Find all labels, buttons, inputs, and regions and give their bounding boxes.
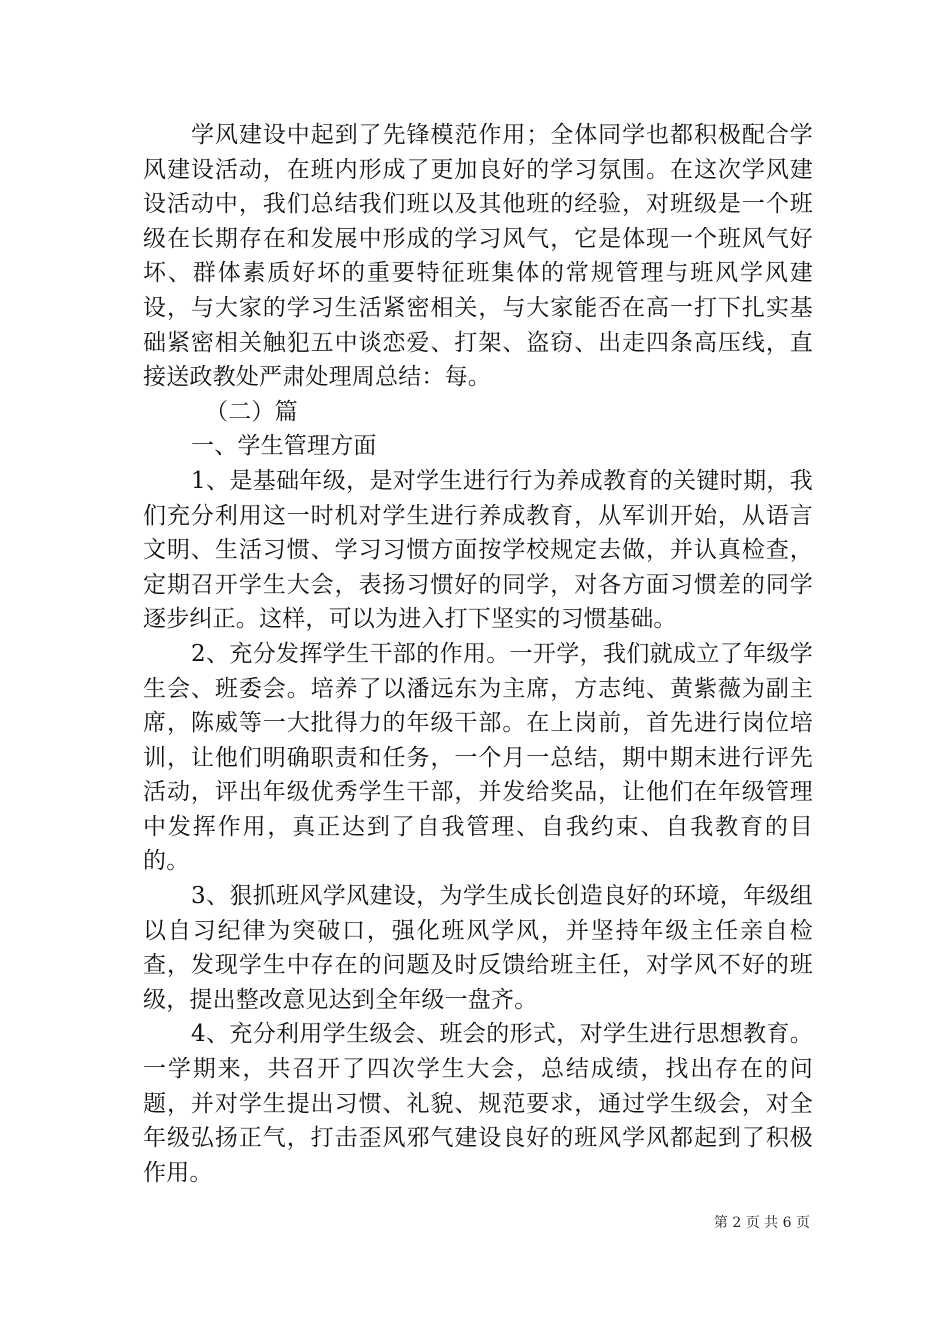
paragraph-item-1: 1、是基础年级，是对学生进行行为养成教育的关键时期，我们充分利用这一时机对学生进行养成教育，从军训开始，从语言文明、生活习惯、学习习惯方面按学校规定去做，并认真检查，定期召开学生大会，表扬习惯好的同学，对各方面习惯差的同学逐步纠正。这样，可以为进入打下坚实的习惯基础。 xyxy=(143,467,813,633)
document-body xyxy=(143,118,813,1190)
paragraph-continuation: 学风建设中起到了先锋模范作用；全体同学也都积极配合学风建设活动，在班内形成了更加良好的学习氛围。在这次学风建设活动中，我们总结我们班以及其他班的经验，对班级是一个班级在长期存在和发展中形成的学习风气，它是体现一个班风气好坏、群体素质好坏的重要特征班集体的常规管理与班风学风建设，与大家的学习生活紧密相关，与大家能否在高一打下扎实基础紧密相关触犯五中谈恋爱、打架、盗窃、出走四条高压线，直接送政教处严肃处理周总结：每。 xyxy=(143,122,813,391)
paragraph-item-2: 2、充分发挥学生干部的作用。一开学，我们就成立了年级学生会、班委会。培养了以潘远东为主席，方志纯、黄紫薇为副主席，陈威等一大批得力的年级干部。在上岗前，首先进行岗位培训，让他们明确职责和任务，一个月一总结，期中期末进行评先活动，评出年级优秀学生干部，并发给奖品，让他们在年级管理中发挥作用，真正达到了自我管理、自我约束、自我教育的目的。 xyxy=(143,640,813,875)
paragraph-item-4: 4、充分利用学生级会、班会的形式，对学生进行思想教育。一学期来，共召开了四次学生大会，总结成绩，找出存在的问题，并对学生提出习惯、礼貌、规范要求，通过学生级会，对全年级弘扬正气，打击歪风邪气建设良好的班风学风都起到了积极作用。 xyxy=(143,1021,813,1186)
page-number-footer: 第 2 页 共 6 页 xyxy=(713,1215,810,1231)
paragraph-item-3: 3、狠抓班风学风建设，为学生成长创造良好的环境，年级组以自习纪律为突破口，强化班风学风，并坚持年级主任亲自检查，发现学生中存在的问题及时反馈给班主任，对学风不好的班级，提出整改意见达到全年级一盘齐。 xyxy=(143,883,813,1013)
section-heading-student-management: 一、学生管理方面 xyxy=(191,433,377,460)
section-heading-part-two: （二）篇 xyxy=(205,398,298,425)
